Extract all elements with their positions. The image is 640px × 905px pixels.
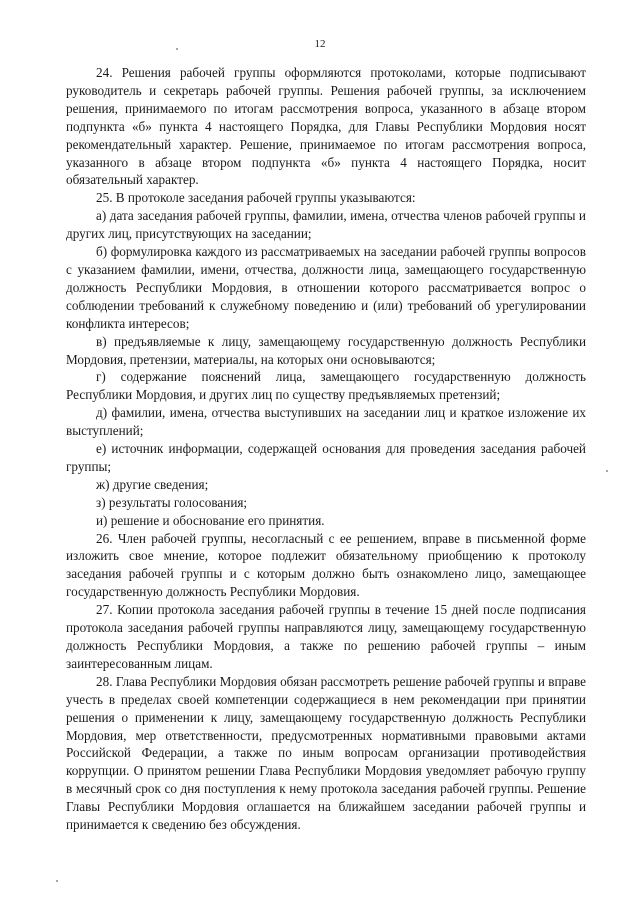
- list-item-z: з) результаты голосования;: [96, 494, 248, 510]
- paragraph-27: 27. Копии протокола заседания рабочей группы в течение 15 дней после подписания протокола заседания рабочей группы направляются лицу, замещающему государственную должность Республики Мордовия, а также по решению рабочей группы – иным заинтересованным лицам.: [66, 602, 586, 671]
- scan-speck: [606, 470, 608, 472]
- document-body: [66, 64, 586, 834]
- paragraph-24: 24. Решения рабочей группы оформляются протоколами, которые подписывают руководитель и секретарь рабочей группы. Решения рабочей группы, за исключением решения, принимаемого по итогам рассмотрения вопроса, указанного в абзаце втором подпункта «б» пункта 4 настоящего Порядка, для Главы Республики Мордовия носят рекомендательный характер. Решение, принимаемое по итогам рассмотрения вопроса, указанного в абзаце втором подпункта «б» пункта 4 настоящего Порядка, носит обязательный характер.: [66, 65, 586, 188]
- list-item-b: б) формулировка каждого из рассматриваемых на заседании рабочей группы вопросов с указанием фамилии, имени, отчества, должности лица, замещающего государственную должность Республики Мордовия, в отношении которого рассматривается вопрос о соблюдении требований к служебному поведению и (или) требований об урегулировании конфликта интересов;: [66, 244, 586, 331]
- paragraph-28: 28. Глава Республики Мордовия обязан рассмотреть решение рабочей группы и вправе учесть в пределах своей компетенции содержащиеся в нем рекомендации при принятии решения о применении к лицу, замещающему государственную должность Республики Мордовия, мер ответственности, предусмотренных нормативными правовыми актами Российской Федерации, а также по иным вопросам организации противодействия коррупции. О принятом решении Глава Республики Мордовия уведомляет рабочую группу в месячный срок со дня поступления к нему протокола заседания рабочей группы. Решение Главы Республики Мордовия оглашается на ближайшем заседании рабочей группы и принимается к сведению без обсуждения.: [66, 673, 586, 833]
- scan-speck: [176, 48, 178, 50]
- paragraph-26: 26. Член рабочей группы, несогласный с ее решением, вправе в письменной форме изложить свое мнение, которое подлежит обязательному приобщению к протоколу заседания рабочей группы и с которым должно быть ознакомлено лицо, замещающее государственную должность Республики Мордовия.: [66, 530, 586, 600]
- list-item-e: е) источник информации, содержащей основания для проведения заседания рабочей группы;: [66, 441, 586, 474]
- list-item-i: и) решение и обоснование его принятия.: [96, 512, 325, 528]
- list-item-g: г) содержание пояснений лица, замещающего государственную должность Республики Мордовия, и других лиц по существу предъявляемых претензий;: [66, 369, 586, 403]
- list-item-v: в) предъявляемые к лицу, замещающему государственную должность Республики Мордовия, претензии, материалы, на которых они основываются;: [66, 333, 586, 367]
- list-item-a: а) дата заседания рабочей группы, фамилии, имена, отчества членов рабочей группы и других лиц, присутствующих на заседании;: [66, 208, 586, 242]
- list-item-zh: ж) другие сведения;: [96, 476, 209, 492]
- scan-speck: [56, 880, 58, 882]
- list-item-d: д) фамилии, имена, отчества выступивших на заседании лиц и краткое изложение их выступлений;: [66, 405, 586, 439]
- paragraph-25: 25. В протоколе заседания рабочей группы указываются:: [96, 190, 416, 206]
- page-number: 12: [314, 38, 326, 50]
